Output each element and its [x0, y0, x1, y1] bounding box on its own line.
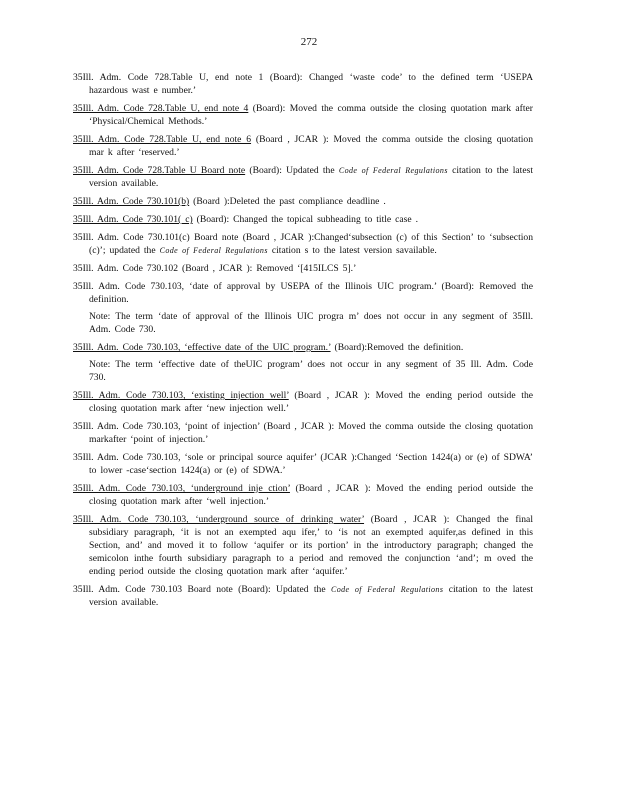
entry-description: Board note (Board): Updated the	[182, 584, 331, 595]
entry-citation: 35Ill. Adm. Code 728.Table U, end note 1	[73, 72, 264, 83]
entry-citation: 35Ill. Adm. Code 730.103,	[73, 452, 181, 463]
entry-citation: 35Ill. Adm. Code 728.Table U Board note	[73, 165, 246, 176]
change-log-list	[73, 71, 533, 614]
entry-citation: 35Ill. Adm. Code 730.103, ‘underground source of drinking water’	[73, 514, 365, 525]
entry-description-tail: citation to the latest version available.	[89, 584, 533, 608]
cfr-title: Code of Federal Regulations	[159, 246, 268, 255]
cfr-title: Code of Federal Regulations	[330, 585, 444, 594]
change-entry	[73, 389, 533, 415]
change-entry	[73, 420, 533, 446]
page-number: 272	[300, 36, 318, 48]
entry-citation: 35Ill. Adm. Code 730.101(c)	[73, 232, 190, 243]
entry-citation: 35Ill. Adm. Code 728.Table U, end note 4	[73, 103, 249, 114]
entry-note: Note: The term ‘date of approval of the Illinois UIC progra m’ does not occur in any segment of 35Ill. Adm. Code 730.	[89, 311, 533, 335]
entry-citation: 35Ill. Adm. Code 730.101(b)	[73, 196, 190, 207]
entry-description: (Board , JCAR ): Removed ‘[415ILCS 5].’	[178, 263, 357, 274]
change-entry	[73, 513, 533, 578]
entry-description: (Board , JCAR ): Changed the final subsidiary paragraph, ‘it is not an exempted aqu ifer,’ to ‘is not an exempted aquifer,as defined in this Section, and’ and moved it to follow ‘aquifer or its portion’ in the introductory paragraph; changed the semicolon inthe fourth subsidiary paragraph to a period and removed the conjunction ‘and’; m oved the ending period outside the closing quotation mark after ‘aquifer.’	[89, 514, 533, 577]
entry-citation: 35Ill. Adm. Code 730.103, ‘existing injection well’	[73, 390, 289, 401]
entry-citation: 35Ill. Adm. Code 730.102	[73, 263, 178, 274]
entry-description: Board note (Board , JCAR ):Changed‘subsection (c) of this Section’ to ‘subsection (c)’; updated the	[89, 232, 533, 256]
entry-description: (Board , JCAR ): Moved the ending period outside the closing quotation mark after ‘well injection.’	[89, 483, 534, 507]
entry-citation: 35Ill. Adm. Code 730.103,	[73, 281, 185, 292]
change-entry	[73, 195, 533, 208]
entry-citation: 35Ill. Adm. Code 730.101( c)	[73, 214, 193, 225]
cfr-title: Code of Federal Regulations	[338, 166, 448, 175]
entry-citation: 35Ill. Adm. Code 730.103, ‘underground inje ction’	[73, 483, 290, 494]
change-entry	[73, 213, 533, 226]
entry-description-tail: citation s to the latest version savailable.	[267, 245, 437, 256]
change-entry	[73, 583, 533, 609]
entry-description: (Board):Removed the definition.	[330, 342, 464, 353]
entry-description: ‘sole or principal source aquifer’ (JCAR ):Changed ‘Section 1424(a) or (e) of SDWA’ to lower -case‘section 1424(a) or (e) of SDWA.’	[89, 452, 533, 476]
entry-description: (Board): Moved the comma outside the closing quotation mark after ‘Physical/Chemical Methods.’	[89, 103, 533, 127]
change-entry	[73, 102, 533, 128]
change-entry	[73, 341, 533, 354]
change-entry	[73, 280, 533, 306]
entry-note: Note: The term ‘effective date of theUIC program’ does not occur in any segment of 35 Ill. Adm. Code 730.	[89, 359, 533, 383]
entry-description: ‘date of approval by USEPA of the Illinois UIC program.’ (Board): Removed the definition.	[89, 281, 533, 305]
entry-citation: 35Ill. Adm. Code 728.Table U, end note 6	[73, 134, 252, 145]
entry-description: (Board ):Deleted the past compliance deadline .	[189, 196, 386, 207]
entry-description: (Board , JCAR ): Moved the comma outside the closing quotation mar k after ‘reserved.’	[89, 134, 533, 158]
entry-description: (Board): Changed ‘waste code’ to the defined term ‘USEPA hazardous wast e number.’	[89, 72, 534, 96]
change-entry	[73, 482, 533, 508]
entry-description-tail: citation to the latest version available.	[89, 165, 533, 189]
entry-description: (Board): Changed the topical subheading to title case .	[192, 214, 419, 225]
entry-description: (Board): Updated the	[245, 165, 339, 176]
change-entry	[73, 133, 533, 159]
change-entry	[73, 262, 533, 275]
change-entry	[73, 71, 533, 97]
entry-description: ‘point of injection’ (Board , JCAR ): Moved the comma outside the closing quotation markafter ‘point of injection.’	[89, 421, 533, 445]
change-entry	[73, 231, 533, 257]
entry-citation: 35Ill. Adm. Code 730.103,	[73, 421, 181, 432]
entry-citation: 35Ill. Adm. Code 730.103, ‘effective date of the UIC program.’	[73, 342, 331, 353]
change-entry	[73, 451, 533, 477]
change-entry	[73, 164, 533, 190]
entry-citation: 35Ill. Adm. Code 730.103	[73, 584, 183, 595]
entry-description: (Board , JCAR ): Moved the ending period outside the closing quotation mark after ‘new injection well.’	[89, 390, 534, 414]
